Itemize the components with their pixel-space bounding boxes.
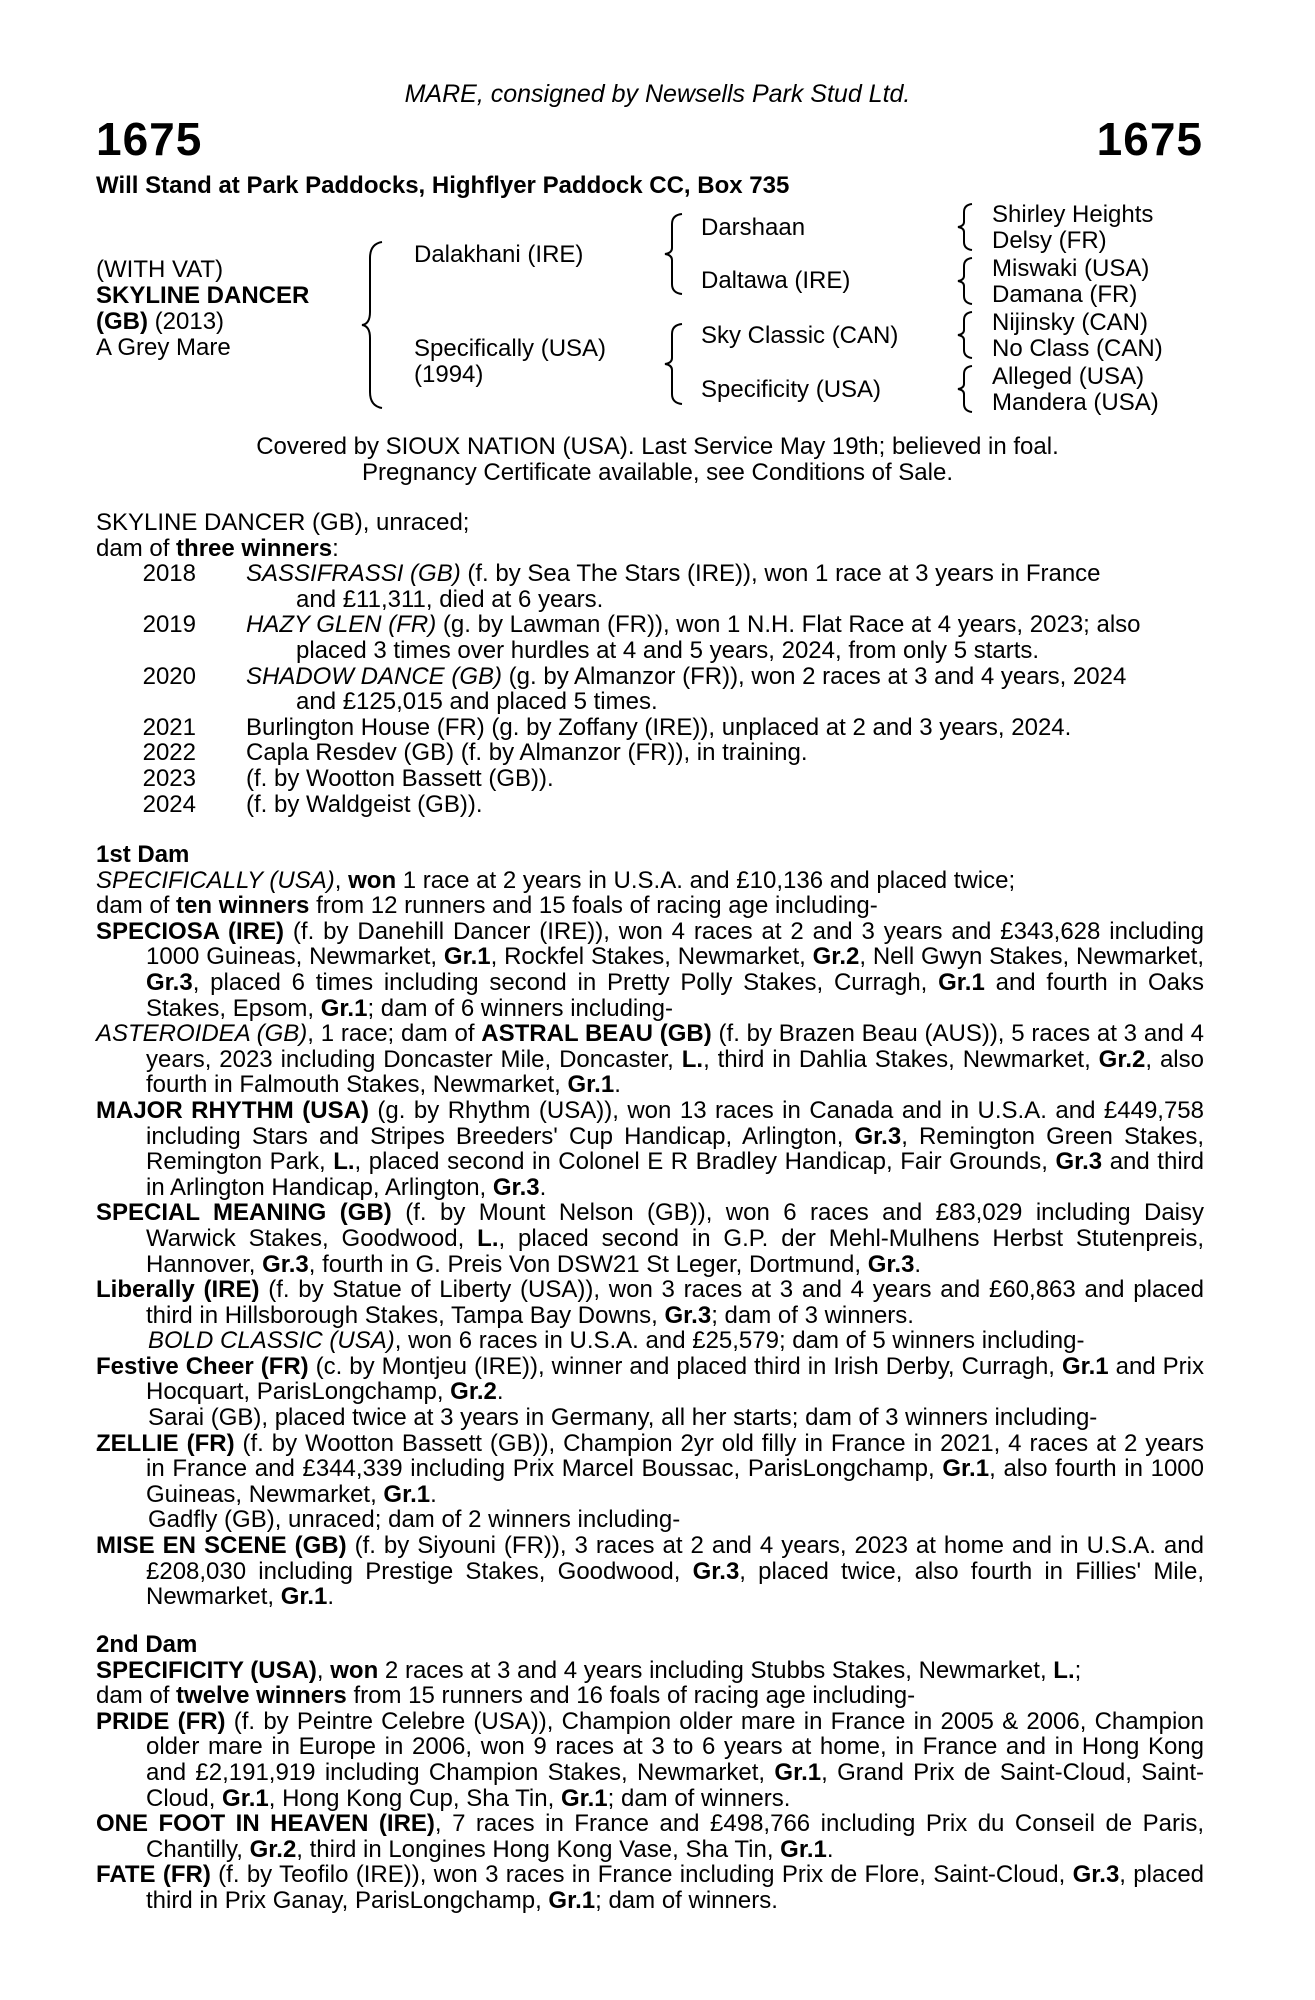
- offspring-bold-classic: BOLD CLASSIC (USA), won 6 races in U.S.A. and £25,579; dam of 5 winners including-: [148, 1327, 1085, 1355]
- produce-item: 2020 SHADOW DANCE (GB) (g. by Almanzor (FR)), won 2 races at 3 and 4 years, 2024 and £125,015 and placed 5 times.: [142, 662, 1127, 716]
- pedigree-brace-dam: [662, 322, 688, 406]
- first-dam-winners: dam of ten winners from 12 runners and 15 foals of racing age including-: [96, 892, 878, 920]
- offspring-liberally: Liberally (IRE) (f. by Statue of Liberty (USA)), won 3 races at 3 and 4 years and £60,863 and placed third in Hillsborough Stakes, Tampa Bay Downs, Gr.3; dam of 3 winners.: [96, 1276, 1204, 1329]
- pedigree-ggp-4: Damana (FR): [992, 281, 1138, 308]
- offspring-major-rhythm: MAJOR RHYTHM (USA) (g. by Rhythm (USA)), won 13 races in Canada and in U.S.A. and £449,758 including Stars and Stripes Breeders' Cup Handicap, Arlington, Gr.3, Remington Green Stakes, Remington Park, L., placed second in Colonel E R Bradley Handicap, Fair Grounds, Gr.3 and third in Arlington Handicap, Arlington, Gr.3.: [96, 1096, 1204, 1201]
- produce-dam-of: dam of three winners:: [96, 534, 339, 562]
- pedigree-ggp-8: Mandera (USA): [992, 389, 1159, 416]
- consignor-line: MARE, consigned by Newsells Park Stud Ltd.: [404, 80, 911, 108]
- pedigree-ggp-7: Alleged (USA): [992, 363, 1145, 390]
- pedigree-grandsire-2: Sky Classic (CAN): [701, 322, 899, 349]
- produce-item: 2021 Burlington House (FR) (g. by Zoffany (IRE)), unplaced at 2 and 3 years, 2024.: [142, 713, 1072, 741]
- lot-number-left: 1675: [96, 113, 203, 165]
- pedigree-grandsire-1: Darshaan: [701, 214, 806, 241]
- pedigree-ggp-3: Miswaki (USA): [992, 255, 1150, 282]
- pedigree-ggp-5: Nijinsky (CAN): [992, 309, 1148, 336]
- pedigree-ggp-2: Delsy (FR): [992, 227, 1107, 254]
- pedigree-dam: Specifically (USA): [414, 335, 607, 362]
- pedigree-granddam-1: Daltawa (IRE): [701, 267, 851, 294]
- pedigree-brace-gg4: [954, 364, 976, 414]
- offspring-zellie: ZELLIE (FR) (f. by Wootton Bassett (GB)), Champion 2yr old filly in France in 2021, 4 races at 2 years in France and £344,339 including Prix Marcel Boussac, ParisLongchamp, Gr.1, also fourth in 1000 Guineas, Newmarket, Gr.1.: [96, 1429, 1205, 1508]
- pedigree-brace-gg2: [954, 256, 976, 306]
- produce-item: 2022 Capla Resdev (GB) (f. by Almanzor (FR)), in training.: [142, 739, 808, 767]
- pedigree-granddam-2: Specificity (USA): [701, 376, 882, 403]
- offspring-special-meaning: SPECIAL MEANING (GB) (f. by Mount Nelson (GB)), won 6 races and £83,029 including Daisy Warwick Stakes, Goodwood, L., placed second in G.P. der Mehl-Mulhens Herbst Stutenpreis, Hannover, Gr.3, fourth in G. Preis Von DSW21 St Leger, Dortmund, Gr.3.: [96, 1199, 1205, 1278]
- offspring-asteroidea: ASTEROIDEA (GB), 1 race; dam of ASTRAL BEAU (GB) (f. by Brazen Beau (AUS)), 5 races at 3 and 4 years, 2023 including Doncaster Mile, Doncaster, L., third in Dahlia Stakes, Newmarket, Gr.2, also fourth in Falmouth Stakes, Newmarket, Gr.1.: [96, 1020, 1205, 1099]
- pedigree-dam-year: (1994): [414, 361, 484, 388]
- offspring-one-foot-in-heaven: ONE FOOT IN HEAVEN (IRE), 7 races in France and £498,766 including Prix du Conseil de Paris, Chantilly, Gr.2, third in Longines Hong Kong Vase, Sha Tin, Gr.1.: [96, 1810, 1204, 1863]
- pedigree-brace-gg3: [954, 310, 976, 360]
- produce-record: [96, 510, 1204, 817]
- produce-item: 2023 (f. by Wootton Bassett (GB)).: [142, 764, 554, 792]
- second-dam-heading: 2nd Dam: [96, 1631, 198, 1658]
- produce-intro: SKYLINE DANCER (GB), unraced;: [96, 509, 470, 536]
- offspring-fate: FATE (FR) (f. by Teofilo (IRE)), won 3 races in France including Prix de Flore, Saint-Cloud, Gr.3, placed third in Prix Ganay, ParisLongchamp, Gr.1; dam of winners.: [96, 1861, 1205, 1914]
- second-dam-line: SPECIFICITY (USA), won 2 races at 3 and 4 years including Stubbs Stakes, Newmarket, L.;: [96, 1656, 1082, 1684]
- pedigree-ggp-1: Shirley Heights: [992, 201, 1154, 228]
- pregnancy-line: Pregnancy Certificate available, see Conditions of Sale.: [362, 459, 953, 486]
- offspring-pride: PRIDE (FR) (f. by Peintre Celebre (USA)), Champion older mare in France in 2005 & 2006, Champion older mare in Europe in 2006, won 9 races at 3 to 6 years at home, in France and in Hong Kong and £2,191,919 including Champion Stakes, Newmarket, Gr.1, Grand Prix de Saint-Cloud, Saint-Cloud, Gr.1, Hong Kong Cup, Sha Tin, Gr.1; dam of winners.: [96, 1707, 1204, 1812]
- horse-origin-year: (GB) (2013): [96, 308, 225, 335]
- offspring-mise-en-scene: MISE EN SCENE (GB) (f. by Siyouni (FR)), 3 races at 2 and 4 years, 2023 at home and in U.S.A. and £208,030 including Prestige Stakes, Goodwood, Gr.3, placed twice, also fourth in Fillies' Mile, Newmarket, Gr.1.: [96, 1532, 1204, 1611]
- offspring-speciosa: SPECIOSA (IRE) (f. by Danehill Dancer (IRE)), won 4 races at 2 and 3 years and £343,628 including 1000 Guineas, Newmarket, Gr.1, Rockfel Stakes, Newmarket, Gr.2, Nell Gwyn Stakes, Newmarket, Gr.3, placed 6 times including second in Pretty Polly Stakes, Curragh, Gr.1 and fourth in Oaks Stakes, Epsom, Gr.1; dam of 6 winners including-: [96, 917, 1205, 1022]
- pedigree-sire: Dalakhani (IRE): [414, 241, 584, 268]
- second-dam-winners: dam of twelve winners from 15 runners and 16 foals of racing age including-: [96, 1682, 916, 1710]
- pedigree-ggp-6: No Class (CAN): [992, 335, 1163, 362]
- produce-item: 2019 HAZY GLEN (FR) (g. by Lawman (FR)), won 1 N.H. Flat Race at 4 years, 2023; also placed 3 times over hurdles at 4 and 5 years, 2024, from only 5 starts.: [142, 611, 1141, 664]
- pedigree-brace-main: [358, 240, 388, 410]
- offspring-festive-cheer: Festive Cheer (FR) (c. by Montjeu (IRE)), winner and placed third in Irish Derby, Curragh, Gr.1 and Prix Hocquart, ParisLongchamp, Gr.2.: [96, 1352, 1204, 1406]
- horse-description: A Grey Mare: [96, 334, 231, 361]
- first-dam-heading: 1st Dam: [96, 841, 190, 868]
- offspring-gadfly: Gadfly (GB), unraced; dam of 2 winners including-: [148, 1506, 681, 1534]
- lot-number-right: 1675: [1096, 113, 1203, 165]
- horse-name: SKYLINE DANCER: [96, 282, 310, 309]
- vat-note: (WITH VAT): [96, 256, 224, 283]
- produce-item: 2018 SASSIFRASSI (GB) (f. by Sea The Stars (IRE)), won 1 race at 3 years in France and £11,311, died at 6 years.: [142, 560, 1101, 613]
- first-dam-section: [96, 842, 1204, 1610]
- offspring-sarai: Sarai (GB), placed twice at 3 years in Germany, all her starts; dam of 3 winners including-: [148, 1404, 1098, 1432]
- second-dam-section: [96, 1632, 1204, 1914]
- pedigree-brace-gg1: [954, 202, 976, 252]
- pedigree-brace-sire: [662, 212, 688, 296]
- covered-line: Covered by SIOUX NATION (USA). Last Service May 19th; believed in foal.: [256, 433, 1059, 460]
- stand-location: Will Stand at Park Paddocks, Highflyer Paddock CC, Box 735: [96, 172, 790, 199]
- produce-item: 2024 (f. by Waldgeist (GB)).: [142, 790, 483, 818]
- first-dam-line: SPECIFICALLY (USA), won 1 race at 2 years in U.S.A. and £10,136 and placed twice;: [96, 866, 1016, 894]
